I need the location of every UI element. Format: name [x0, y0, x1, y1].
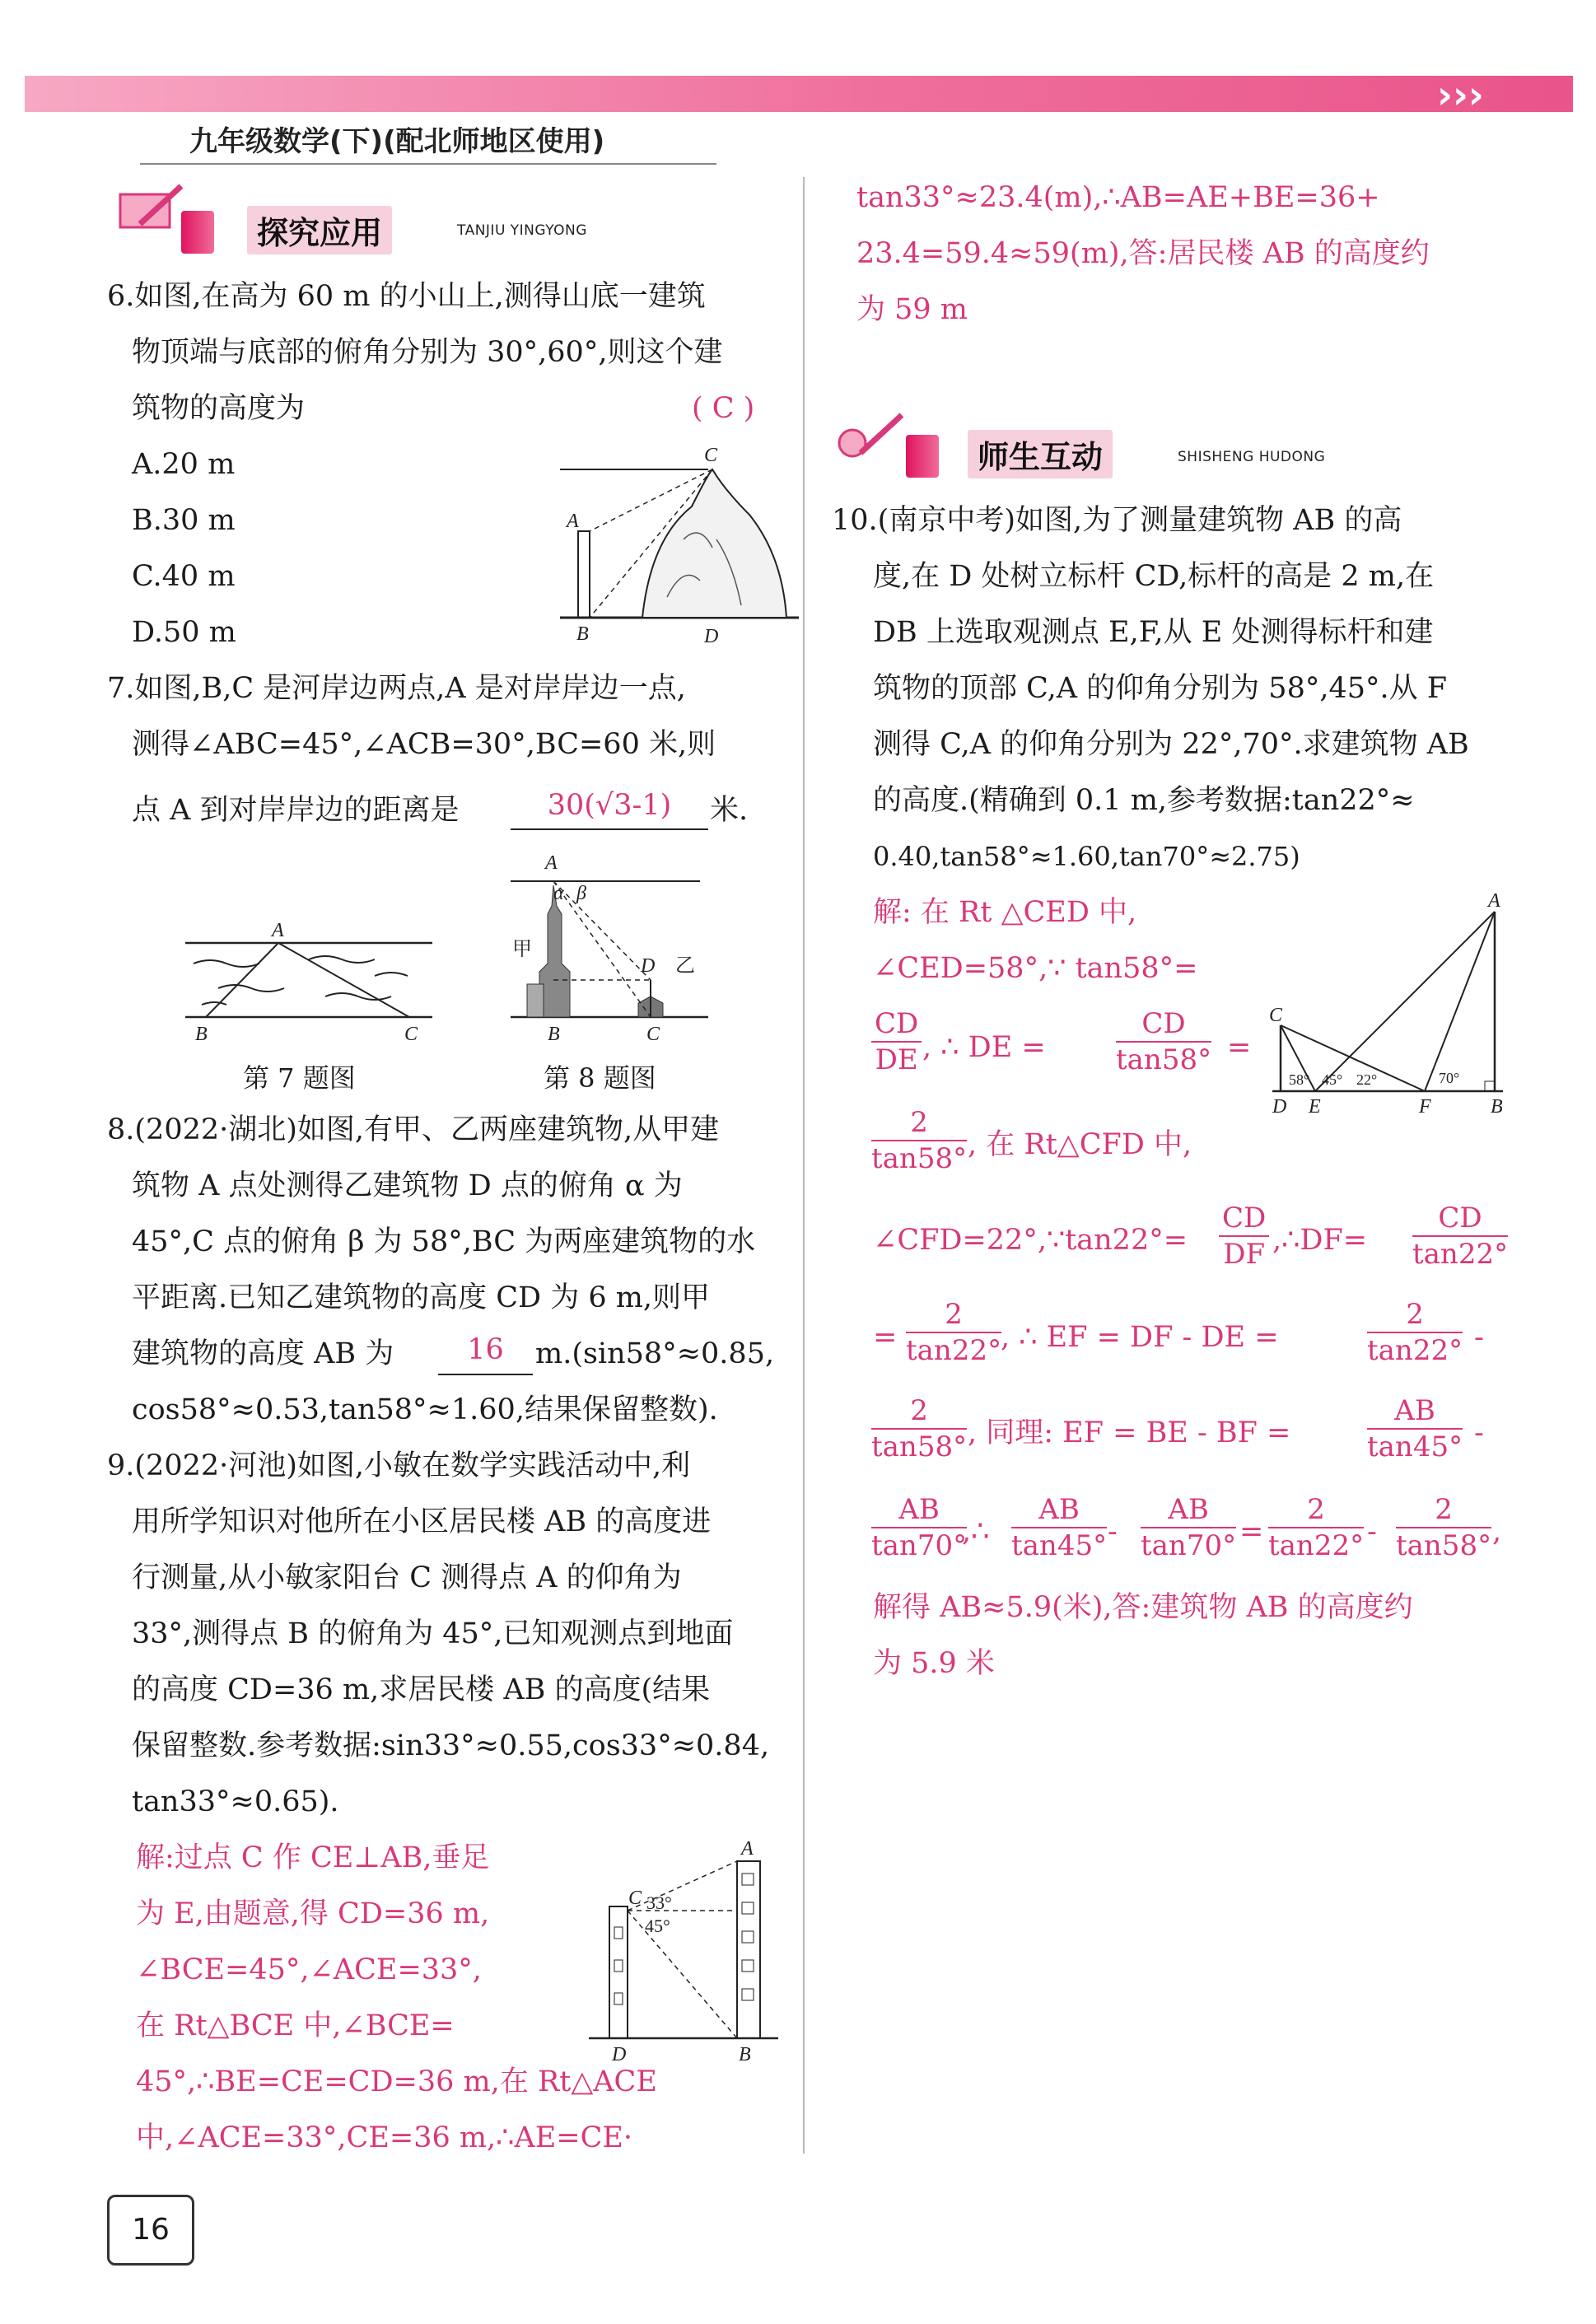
- q8-line-6: cos58°≈0.53,tan58°≈1.60,结果保留整数).: [132, 1393, 718, 1426]
- q9-solution-6: 中,∠ACE=33°,CE=36 m,∴AE=CE·: [136, 2121, 633, 2154]
- section-title-explore: 探究应用: [247, 206, 392, 254]
- q10-label-e: E: [1309, 1096, 1321, 1116]
- q10-sol-l2: ∠CED=58°,∵ tan58°=: [873, 952, 1198, 985]
- q9-solution-5: 45°,∴BE=CE=CD=36 m,在 Rt△ACE: [136, 2065, 657, 2098]
- q10-line-4: 筑物的顶部 C,A 的仰角分别为 58°,45°.从 F: [873, 672, 1448, 705]
- q10-label-d: D: [1272, 1096, 1287, 1116]
- q6-option-b: B.30 m: [132, 504, 236, 537]
- q10-sol-l4: , 在 Rt△CFD 中,: [968, 1128, 1192, 1161]
- q9-label-33: 33°: [646, 1892, 672, 1913]
- chevron-icon: ›››: [1437, 72, 1484, 117]
- q10-frac-2-tan22-c: $\frac{2}{\tan 22^\circ}$: [1268, 1493, 1365, 1562]
- q8-answer: 16: [438, 1326, 533, 1375]
- q9-line-1: 9.(2022·河池)如图,小敏在数学实践活动中,利: [107, 1449, 691, 1482]
- book-title: 九年级数学(下)(配北师地区使用): [189, 125, 605, 158]
- q8-label-yi: 乙: [675, 955, 695, 977]
- q6-label-b: B: [576, 623, 589, 645]
- q6-label-a: A: [567, 511, 579, 532]
- header-banner: [25, 76, 1573, 112]
- q9-line-2: 用所学知识对他所在小区居民楼 AB 的高度进: [132, 1505, 712, 1538]
- q9-solution-cont-2: 23.4=59.4≈59(m),答:居民楼 AB 的高度约: [856, 237, 1430, 270]
- q8-label-c: C: [646, 1024, 660, 1045]
- q9-solution-2: 为 E,由题意,得 CD=36 m,: [136, 1897, 490, 1930]
- q7-caption: 第 7 题图: [243, 1062, 356, 1094]
- q8-label-d: D: [641, 955, 656, 977]
- q10-line-1: 10.(南京中考)如图,为了测量建筑物 AB 的高: [832, 504, 1402, 537]
- q6-option-d: D.50 m: [132, 616, 236, 649]
- q10-label-70: 70°: [1439, 1070, 1460, 1086]
- q10-sol-l7a: , 同理: EF = BE - BF =: [968, 1416, 1291, 1449]
- q9-solution-4: 在 Rt△BCE 中,∠BCE=: [136, 2009, 455, 2042]
- q10-line-6: 的高度.(精确到 0.1 m,参考数据:tan22°≈: [873, 784, 1415, 817]
- q6-option-c: C.40 m: [132, 560, 236, 593]
- q9-solution-3: ∠BCE=45°,∠ACE=33°,: [136, 1953, 482, 1986]
- pen-icon: [115, 183, 189, 232]
- q9-figure: [589, 1828, 778, 2075]
- section-title-interact: 师生互动: [968, 430, 1113, 478]
- q10-sol-l8c: =: [1239, 1515, 1264, 1548]
- q9-label-c: C: [628, 1888, 642, 1909]
- pen-icon: [836, 412, 910, 461]
- q9-line-3: 行测量,从小敏家阳台 C 测得点 A 的仰角为: [132, 1561, 682, 1594]
- q10-frac-ab-tan70-b: $\frac{AB}{\tan 70^\circ}$: [1141, 1493, 1237, 1562]
- q6-answer: ( C ): [692, 392, 755, 425]
- q8-figure: [502, 848, 716, 1050]
- q8-label-alpha: α: [553, 883, 564, 904]
- q8-line-4: 平距离.已知乙建筑物的高度 CD 为 6 m,则甲: [132, 1281, 711, 1314]
- q10-sol-l3a: , ∴ DE =: [922, 1031, 1046, 1064]
- q8-after-blank: m.(sin58°≈0.85,: [535, 1337, 775, 1370]
- section-marker: [181, 211, 214, 254]
- q10-label-45: 45°: [1322, 1071, 1343, 1088]
- q8-line-3: 45°,C 点的俯角 β 为 58°,BC 为两座建筑物的水: [132, 1225, 756, 1258]
- q10-frac-cd-tan22: $\frac{CD}{\tan 22^\circ}$: [1412, 1202, 1509, 1271]
- q7-line-2: 测得∠ABC=45°,∠ACB=30°,BC=60 米,则: [132, 728, 716, 761]
- q10-sol-l6b: , ∴ EF = DF - DE =: [1001, 1321, 1279, 1354]
- q9-solution-cont-1: tan33°≈23.4(m),∴AB=AE+BE=36+: [856, 181, 1380, 214]
- q9-solution-1: 解:过点 C 作 CE⊥AB,垂足: [136, 1841, 490, 1874]
- q10-sol-l8a: ,∴: [962, 1515, 990, 1548]
- q10-sol-l7b: -: [1474, 1416, 1484, 1449]
- q10-sol-l8b: -: [1108, 1515, 1118, 1548]
- q10-frac-2-tan58-b: $\frac{2}{\tan 58^\circ}$: [871, 1394, 968, 1463]
- q6-figure: [560, 441, 799, 655]
- q9-solution-cont-3: 为 59 m: [856, 293, 968, 326]
- q6-option-a: A.20 m: [132, 448, 236, 481]
- q9-label-45: 45°: [645, 1916, 670, 1936]
- q9-line-5: 的高度 CD=36 m,求居民楼 AB 的高度(结果: [132, 1673, 711, 1706]
- q10-sol-l6c: -: [1474, 1321, 1484, 1354]
- q9-line-6: 保留整数.参考数据:sin33°≈0.55,cos33°≈0.84,: [132, 1729, 770, 1762]
- q10-frac-2-tan22-a: $\frac{2}{\tan 22^\circ}$: [906, 1298, 1002, 1367]
- q9-label-d: D: [612, 2044, 627, 2065]
- q7-line-3: 点 A 到对岸岸边的距离是: [132, 794, 460, 827]
- column-divider: [803, 177, 805, 2154]
- q10-sol-l8e: ,: [1492, 1515, 1502, 1548]
- q10-sol-l5b: ,∴DF=: [1272, 1224, 1368, 1257]
- q10-frac-ab-tan70: $\frac{AB}{\tan 70^\circ}$: [871, 1493, 968, 1562]
- q10-label-58: 58°: [1289, 1071, 1310, 1088]
- q8-label-jia: 甲: [512, 939, 532, 960]
- q10-line-2: 度,在 D 处树立标杆 CD,标杆的高是 2 m,在: [873, 560, 1435, 593]
- q10-frac-2-tan58-c: $\frac{2}{\tan 58^\circ}$: [1396, 1493, 1492, 1562]
- q6-line-3: 筑物的高度为: [132, 392, 306, 425]
- q10-label-f: F: [1419, 1096, 1431, 1116]
- section-subtitle-explore: TANJIU YINGYONG: [457, 222, 587, 239]
- q8-label-b: B: [548, 1024, 560, 1045]
- q10-sol-l9: 解得 AB≈5.9(米),答:建筑物 AB 的高度约: [873, 1591, 1413, 1624]
- q10-label-a: A: [1488, 894, 1500, 912]
- page-number: 16: [107, 2195, 194, 2266]
- q10-label-c: C: [1269, 1005, 1283, 1026]
- q10-sol-l3b: =: [1227, 1031, 1252, 1064]
- q10-sol-l10: 为 5.9 米: [873, 1647, 995, 1680]
- q10-frac-ab-tan45: $\frac{AB}{\tan 45^\circ}$: [1367, 1394, 1463, 1463]
- q6-line-1: 6.如图,在高为 60 m 的小山上,测得山底一建筑: [107, 280, 706, 313]
- q10-frac-2-tan22-b: $\frac{2}{\tan 22^\circ}$: [1367, 1298, 1463, 1367]
- q8-line-2: 筑物 A 点处测得乙建筑物 D 点的俯角 α 为: [132, 1169, 683, 1202]
- q7-label-c: C: [404, 1024, 418, 1045]
- q8-line-5: 建筑物的高度 AB 为: [132, 1337, 394, 1370]
- q8-label-a: A: [545, 852, 558, 874]
- q10-frac-cd-de: $\frac{CD}{DE}$: [871, 1006, 922, 1077]
- q6-line-2: 物顶端与底部的俯角分别为 30°,60°,则这个建: [132, 336, 723, 369]
- q9-line-4: 33°,测得点 B 的俯角为 45°,已知观测点到地面: [132, 1617, 734, 1650]
- q6-label-d: D: [704, 626, 719, 647]
- q10-sol-l1: 解: 在 Rt △CED 中,: [873, 896, 1137, 929]
- q8-label-beta: β: [576, 883, 586, 904]
- q10-sol-l5a: ∠CFD=22°,∵tan22°=: [873, 1224, 1188, 1257]
- q10-label-22: 22°: [1356, 1071, 1378, 1088]
- q7-line-1: 7.如图,B,C 是河岸边两点,A 是对岸岸边一点,: [107, 672, 686, 705]
- q9-label-b: B: [739, 2044, 751, 2065]
- header-tab: [140, 112, 716, 165]
- q10-frac-cd-df: $\frac{CD}{DF}$: [1219, 1201, 1269, 1272]
- q7-unit: 米.: [710, 794, 749, 827]
- section-marker: [906, 435, 939, 478]
- q7-label-b: B: [195, 1024, 208, 1045]
- q7-label-a: A: [272, 920, 284, 941]
- q10-frac-ab-tan45-b: $\frac{AB}{\tan 45^\circ}$: [1011, 1493, 1108, 1562]
- q10-sol-l6a: =: [873, 1321, 898, 1354]
- q10-line-3: DB 上选取观测点 E,F,从 E 处测得标杆和建: [873, 616, 1434, 649]
- q10-frac-cd-tan58: $\frac{CD}{\tan 58^\circ}$: [1116, 1007, 1212, 1076]
- q7-figure: [185, 918, 441, 1050]
- q10-line-5: 测得 C,A 的仰角分别为 22°,70°.求建筑物 AB: [873, 728, 1469, 761]
- q10-figure: [1264, 894, 1519, 1116]
- section-subtitle-interact: SHISHENG HUDONG: [1178, 449, 1326, 465]
- q10-sol-l8d: -: [1367, 1515, 1377, 1548]
- q7-answer: 30(√3-1): [511, 782, 708, 830]
- q6-label-c: C: [704, 445, 718, 466]
- q8-line-1: 8.(2022·湖北)如图,有甲、乙两座建筑物,从甲建: [107, 1113, 720, 1146]
- q10-frac-2-tan58: $\frac{2}{\tan 58^\circ}$: [871, 1106, 968, 1175]
- q9-label-a: A: [741, 1838, 754, 1860]
- q10-line-7: 0.40,tan58°≈1.60,tan70°≈2.75): [873, 841, 1300, 872]
- q9-line-7: tan33°≈0.65).: [132, 1785, 339, 1818]
- q8-caption: 第 8 题图: [544, 1062, 656, 1094]
- q10-label-b: B: [1491, 1096, 1503, 1116]
